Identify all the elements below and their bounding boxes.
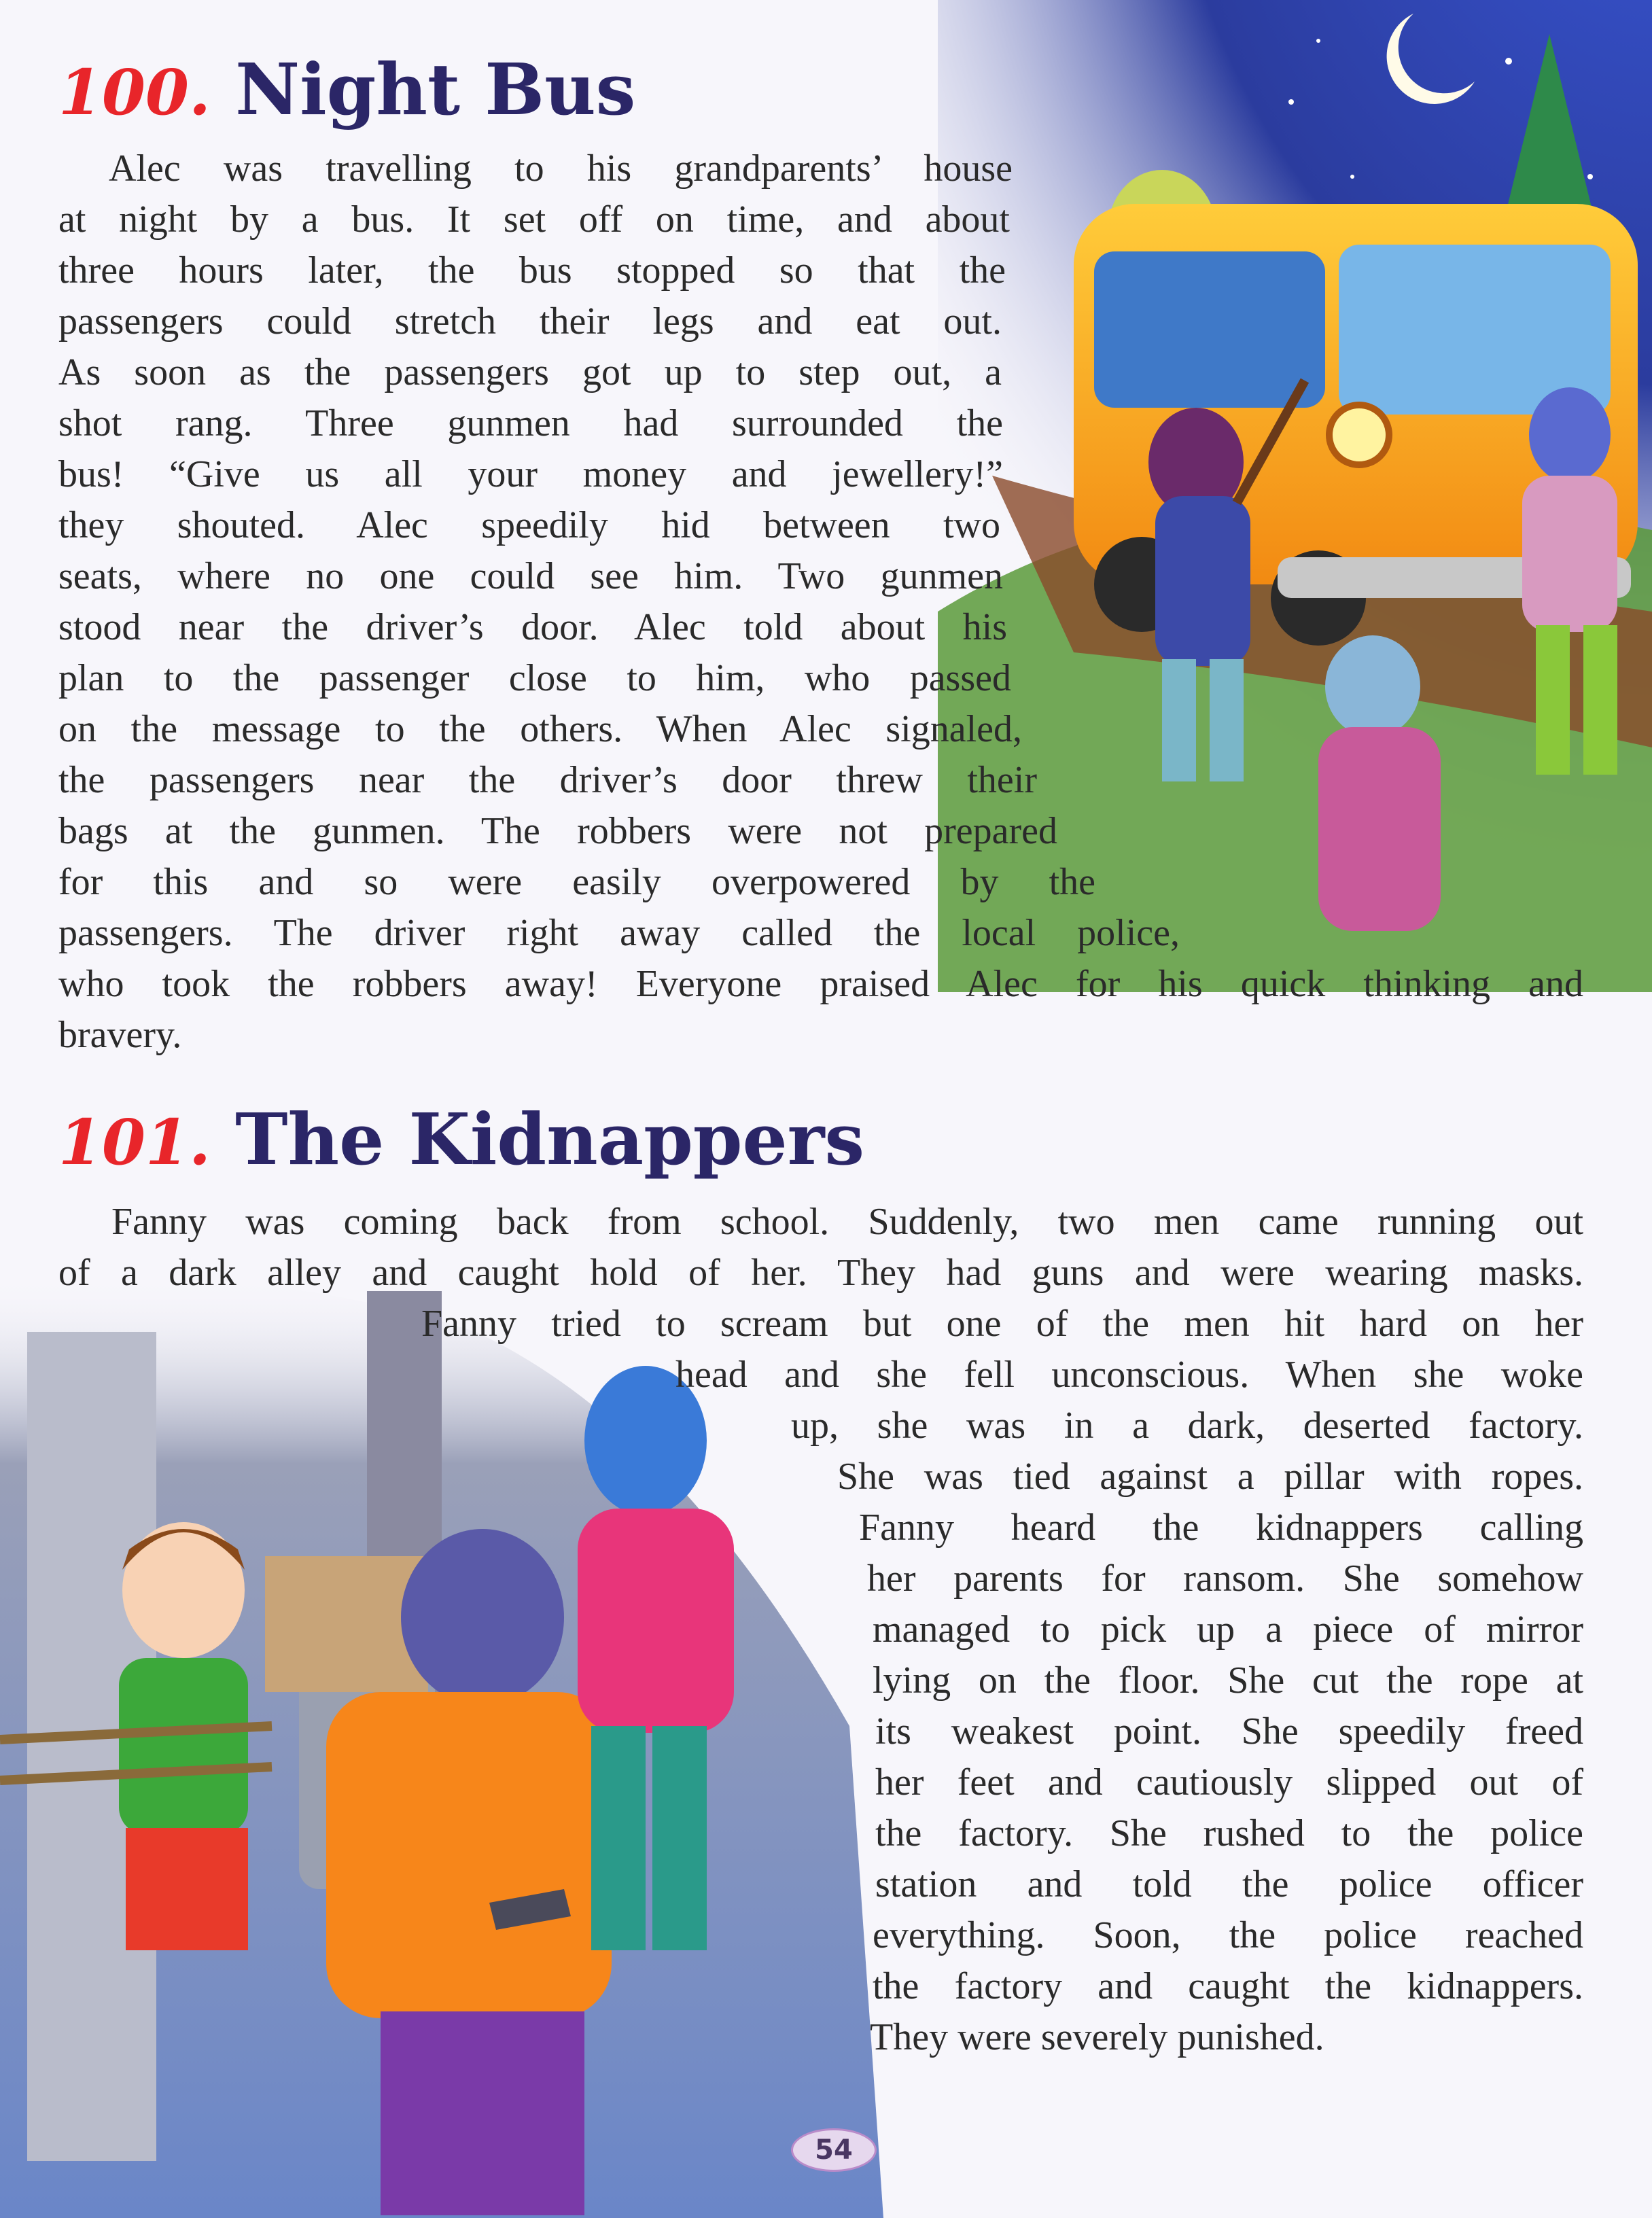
story-line: everything. Soon, the police reached: [873, 1914, 1583, 1956]
story-title-night-bus: [58, 48, 635, 131]
story-line: the passengers near the driver’s door threw their: [58, 759, 1037, 801]
story-line: for this and so were easily overpowered by the: [58, 861, 1095, 903]
story-line: plan to the passenger close to him, who passed: [58, 657, 1011, 699]
story-line: Alec was travelling to his grandparents’ house: [109, 147, 1013, 190]
story-line: of a dark alley and caught hold of her. They had guns and were wearing masks.: [58, 1252, 1583, 1294]
story-line: They were severely punished.: [870, 2016, 1324, 2058]
story-heading: The Kidnappers: [235, 1097, 865, 1181]
story-line: bags at the gunmen. The robbers were not prepared: [58, 810, 1057, 852]
story-line: stood near the driver’s door. Alec told about his: [58, 606, 1007, 648]
gunman-right: [1522, 387, 1617, 775]
story-line: they shouted. Alec speedily hid between two: [58, 504, 1000, 546]
story-line: station and told the police officer: [875, 1863, 1583, 1905]
story-line: three hours later, the bus stopped so that the: [58, 249, 1006, 292]
story-line: passengers. The driver right away called the local police,: [58, 912, 1180, 954]
story-line: who took the robbers away! Everyone praised Alec for his quick thinking and: [58, 963, 1583, 1005]
story-line: seats, where no one could see him. Two gunmen: [58, 555, 1003, 597]
story-line: Fanny heard the kidnappers calling: [859, 1507, 1583, 1549]
story-title-the-kidnappers: [58, 1097, 864, 1181]
story-line: bravery.: [58, 1014, 182, 1056]
story-line: managed to pick up a piece of mirror: [873, 1608, 1583, 1651]
story-line: its weakest point. She speedily freed: [875, 1710, 1583, 1753]
story-line: Fanny tried to scream but one of the men hit hard on her: [421, 1303, 1583, 1345]
story-number: 101.: [58, 1106, 211, 1179]
page-number: [791, 2128, 877, 2172]
story-line: at night by a bus. It set off on time, and about: [58, 198, 1010, 241]
story-line: her feet and cautiously slipped out of: [875, 1761, 1583, 1803]
story-line: up, she was in a dark, deserted factory.: [791, 1405, 1583, 1447]
story-line: bus! “Give us all your money and jewellery!”: [58, 453, 1003, 495]
story-line: passengers could stretch their legs and eat out.: [58, 300, 1002, 342]
story-heading: Night Bus: [235, 48, 636, 131]
story-line: Fanny was coming back from school. Suddenly, two men came running out: [111, 1201, 1583, 1243]
story-number: 100.: [58, 56, 211, 129]
story-line: the factory and caught the kidnappers.: [873, 1965, 1583, 2007]
page-number-text: 54: [815, 2134, 853, 2166]
story-line: As soon as the passengers got up to step out, a: [58, 351, 1002, 393]
story-line: on the message to the others. When Alec signaled,: [58, 708, 1022, 750]
story-line: shot rang. Three gunmen had surrounded the: [58, 402, 1003, 444]
story-line: head and she fell unconscious. When she woke: [675, 1354, 1583, 1396]
story-line: the factory. She rushed to the police: [875, 1812, 1583, 1854]
story-line: lying on the floor. She cut the rope at: [873, 1659, 1583, 1702]
story-line: her parents for ransom. She somehow: [867, 1557, 1583, 1600]
story-line: She was tied against a pillar with ropes.: [837, 1456, 1583, 1498]
